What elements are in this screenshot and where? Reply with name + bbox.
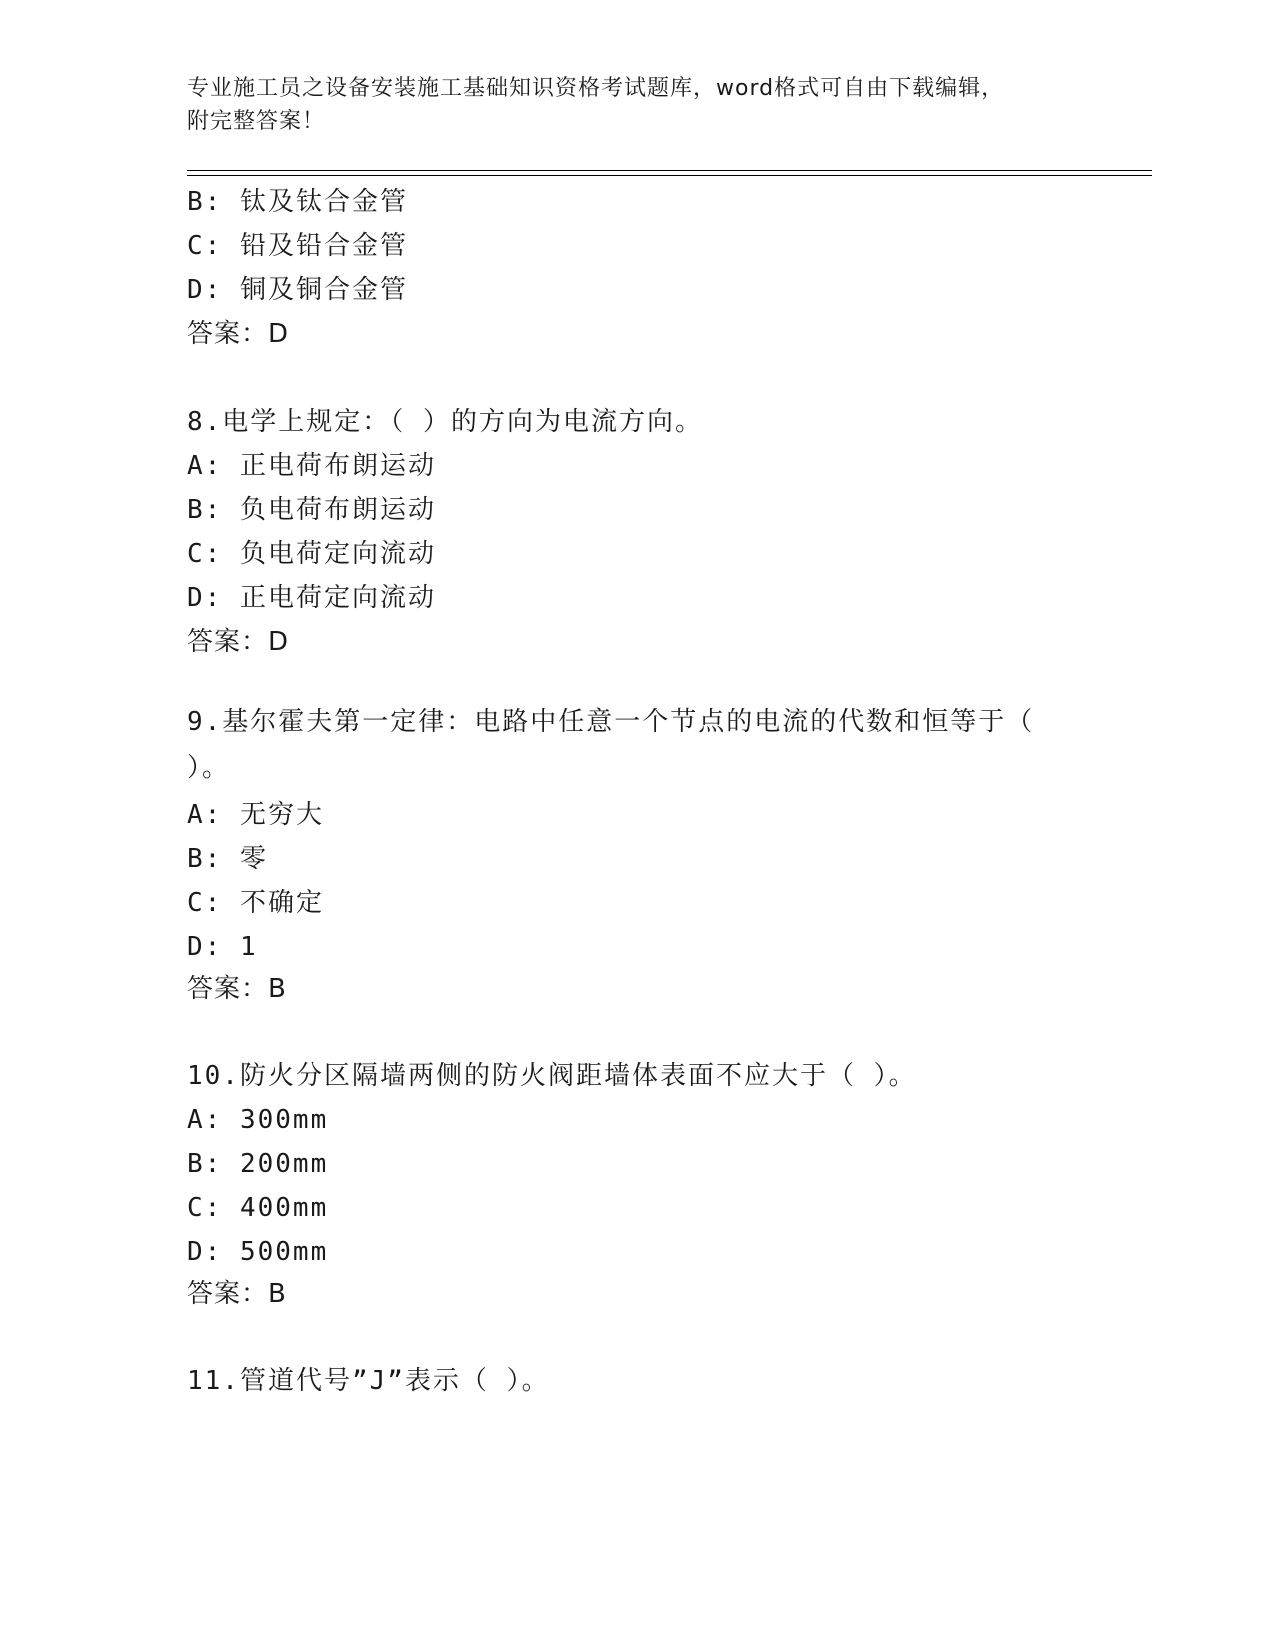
q8-answer: 答案：D [187, 627, 290, 657]
q7-answer: 答案：D [187, 319, 290, 349]
q10-option-c: C: 400mm [187, 1193, 329, 1223]
q9-option-b: B: 零 [187, 844, 268, 874]
q10-answer: 答案：B [187, 1279, 287, 1309]
q10-option-d: D: 500mm [187, 1237, 329, 1267]
q8-option-c: C: 负电荷定向流动 [187, 539, 436, 569]
q9-option-c: C: 不确定 [187, 888, 324, 918]
q7-option-b: B: 钛及钛合金管 [187, 187, 408, 217]
q7-option-c: C: 铅及铅合金管 [187, 231, 408, 261]
header-rule-bottom [187, 175, 1152, 176]
header-rule-top [187, 170, 1152, 171]
document-header [187, 72, 1067, 138]
q10-question: 10.防火分区隔墙两侧的防火阀距墙体表面不应大于（ ）。 [187, 1061, 917, 1091]
q9-option-d: D: 1 [187, 932, 258, 962]
q7-option-d: D: 铜及铜合金管 [187, 275, 408, 305]
q10-option-a: A: 300mm [187, 1105, 329, 1135]
q9-answer: 答案：B [187, 974, 287, 1004]
q8-option-d: D: 正电荷定向流动 [187, 583, 436, 613]
q8-question: 8.电学上规定：（ ）的方向为电流方向。 [187, 407, 703, 437]
header-line-2: 附完整答案！ [187, 109, 326, 134]
q9-question: 9.基尔霍夫第一定律：电路中任意一个节点的电流的代数和恒等于（ ）。 [187, 707, 1035, 783]
q8-option-a: A: 正电荷布朗运动 [187, 451, 436, 481]
q9-option-a: A: 无穷大 [187, 800, 324, 830]
q10-option-b: B: 200mm [187, 1149, 329, 1179]
q11-question: 11.管道代号”J”表示（ ）。 [187, 1366, 550, 1396]
q8-option-b: B: 负电荷布朗运动 [187, 495, 436, 525]
header-line-1: 专业施工员之设备安装施工基础知识资格考试题库，word格式可自由下载编辑， [187, 76, 1005, 101]
